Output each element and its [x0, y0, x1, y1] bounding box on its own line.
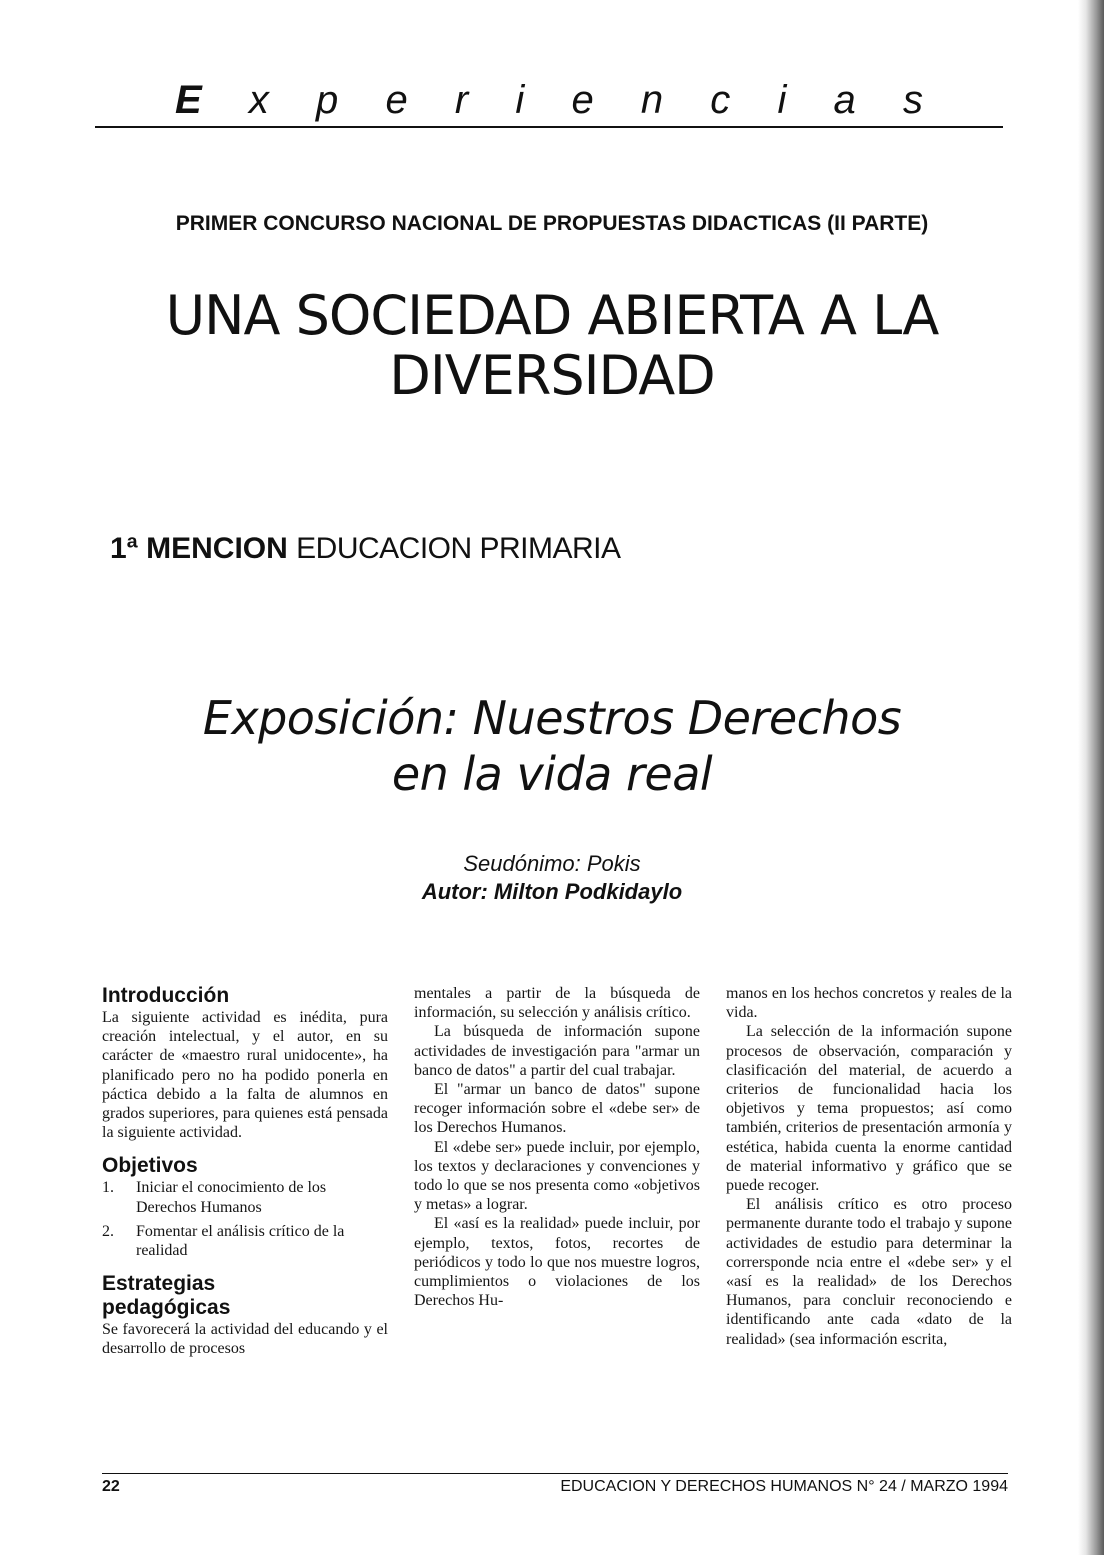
main-title-line: DIVERSIDAD: [389, 344, 715, 407]
body-paragraph: El análisis crítico es otro proceso permanente durante todo el trabajo y supone actividades de estudio para determinar la corrersponde ncia entre el «debe ser» y el «así es la realidad» de los Derechos Humanos, para concluir reconociendo e identificando ante cada «dato de la realidad» (sea información escrita,: [726, 1196, 1012, 1348]
contest-kicker: PRIMER CONCURSO NACIONAL DE PROPUESTAS DIDACTICAS (II PARTE): [175, 212, 929, 235]
intro-paragraph: La siguiente actividad es inédita, pura creación intelectual, y el autor, en su carácter de «maestro rural unidocente», ha planificado pero no ha podido ponerla en páctica debido a la falta de alumnos en grados superiores, para quienes está pensada la siguiente actividad.: [102, 1009, 388, 1142]
section-letter: E: [175, 78, 202, 122]
section-letter: a: [833, 78, 856, 122]
objectives-heading: Objetivos: [102, 1154, 198, 1178]
objectives-list: [102, 1178, 388, 1260]
objective-item: [102, 1222, 388, 1260]
column-1: [102, 984, 388, 1359]
article-title: [0, 690, 1104, 802]
section-header-letters: [175, 80, 923, 120]
section-letter: n: [640, 78, 664, 122]
award-category: EDUCACION PRIMARIA: [296, 532, 621, 565]
objective-item: [102, 1178, 388, 1216]
article-title-line: en la vida real: [391, 747, 713, 801]
objective-text: Fomentar el análisis crítico de la realidad: [136, 1222, 345, 1260]
body-paragraph: La búsqueda de información supone actividades de investigación para "armar un banco de datos" a partir del cual trabajar.: [414, 1023, 700, 1079]
section-letter: e: [571, 78, 594, 122]
strategies-heading-line: pedagógicas: [102, 1296, 231, 1320]
byline: [0, 850, 1104, 906]
section-letter: e: [385, 78, 408, 122]
section-letter: i: [515, 78, 525, 122]
award-rank: 1ª MENCION: [110, 532, 288, 565]
article-title-line: Exposición: Nuestros Derechos: [202, 691, 902, 745]
strategies-heading-line: Estrategias: [102, 1272, 216, 1296]
body-paragraph: mentales a partir de la búsqueda de información, su selección y análisis crítico.: [414, 985, 700, 1022]
body-paragraph: El "armar un banco de datos" supone recoger información sobre el «debe ser» de los Derechos Humanos.: [414, 1081, 700, 1137]
section-letter: x: [248, 78, 269, 122]
section-letter: i: [777, 78, 787, 122]
strategies-heading: [102, 1272, 388, 1320]
award-line: [110, 532, 621, 566]
body-paragraph: La selección de la información supone procesos de observación, comparación y clasificación del material, de acuerdo a criterios de funcionalidad hacia los objetivos y tema propuestos; así como también, criterios de presentación armonía y estética, habida cuenta la enorme cantidad de material informativo y gráfico que se puede recoger.: [726, 1023, 1012, 1195]
column-2: [414, 984, 700, 1310]
objective-number: 1.: [102, 1179, 114, 1197]
objective-text: Iniciar el conocimiento de los Derechos Humanos: [136, 1179, 327, 1216]
main-title-line: UNA SOCIEDAD ABIERTA A LA: [165, 284, 939, 347]
section-letter: s: [902, 78, 923, 122]
main-title: [0, 286, 1104, 406]
strategies-paragraph: Se favorecerá la actividad del educando y el desarrollo de procesos: [102, 1321, 388, 1358]
publication-info: EDUCACION Y DERECHOS HUMANOS N° 24 / MARZO 1994: [560, 1478, 1008, 1495]
body-paragraph: El «así es la realidad» puede incluir, por ejemplo, textos, fotos, recortes de periódicos y todo lo que nos muestre logros, cumplimientos o violaciones de los Derechos Hu-: [414, 1215, 700, 1310]
footer-rule: [102, 1473, 1008, 1474]
objective-number: 2.: [102, 1222, 114, 1240]
pseudonym: Seudónimo: Pokis: [463, 851, 641, 876]
author: Autor: Milton Podkidaylo: [421, 879, 683, 904]
body-paragraph: El «debe ser» puede incluir, por ejemplo, los textos y declaraciones y convenciones y todo lo que se nos presenta como «objetivos y metas» a lograr.: [414, 1138, 700, 1214]
section-letter: r: [454, 78, 469, 122]
body-paragraph: manos en los hechos concretos y reales de la vida.: [726, 985, 1012, 1022]
intro-heading: Introducción: [102, 984, 230, 1007]
section-header: [95, 72, 1003, 128]
page-number: 22: [102, 1478, 120, 1495]
section-letter: c: [710, 78, 731, 122]
section-letter: p: [316, 78, 339, 122]
column-3: [726, 984, 1012, 1349]
